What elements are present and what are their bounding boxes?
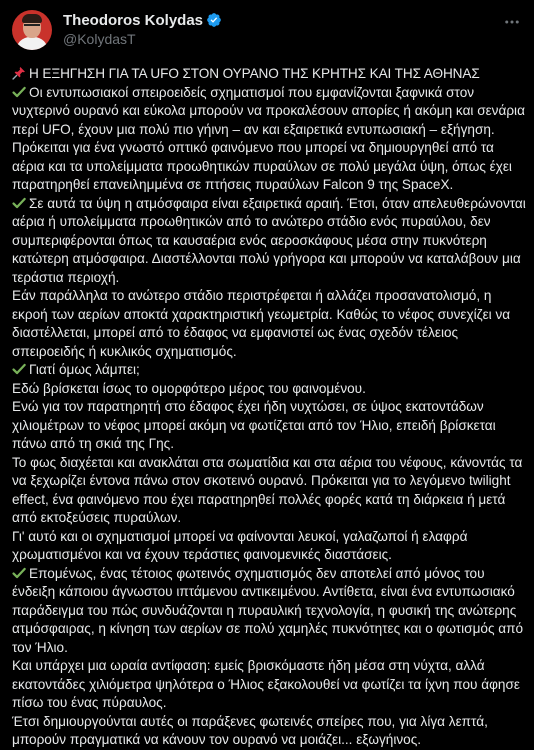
tweet-title-line	[12, 65, 528, 84]
tweet-paragraph: Εάν παράλληλα το ανώτερο στάδιο περιστρέφεται ή αλλάζει προσανατολισμό, η εκροή των αερίων αποκτά χαρακτηριστική γεωμετρία. Καθώς το νέφος συνεχίζει να διαστέλλεται, μπορεί από το έδαφος να εμφανιστεί ως ένας σχεδόν τέλειος σπειροειδής ή κυκλικός σχηματισμός.	[12, 288, 511, 359]
tweet-paragraph: Ενώ για τον παρατηρητή στο έδαφος έχει ήδη νυχτώσει, σε ύψος εκατοντάδων χιλιομέτρων το νέφος μπορεί ακόμη να φωτίζεται από τον Ήλιο, επειδή βρίσκεται πάνω από τη σκιά της Γης.	[12, 399, 496, 451]
author-handle[interactable]: @KolydasT	[63, 31, 136, 47]
tweet-text	[12, 65, 528, 750]
tweet-paragraph: Οι εντυπωσιακοί σπειροειδείς σχηματισμοί που εμφανίζονται ξαφνικά στον νυχτερινό ουρανό και εύκολα μπορούν να προκαλέσουν απορίες ή ακόμη και σενάρια περί UFO, έχουν μια πολύ πιο γήινη – αν και εξαιρετικά εντυπωσιακή – εξήγηση.	[12, 84, 525, 137]
pushpin-icon	[12, 66, 26, 80]
tweet-paragraph: Σε αυτά τα ύψη η ατμόσφαιρα είναι εξαιρετικά αραιή. Έτσι, όταν απελευθερώνονται αέρια ή υπολείμματα προωθητικών από το ανώτερο στάδιο ενός πυραύλου, δεν συμπεριφέρονται όπως τα καυσαέρια ενός αεροσκάφους μέσα στην πυκνότερη κατώτερη ατμόσφαιρα. Διαστέλλονται πολύ γρήγορα και μπορούν να καταλάβουν μια τεράστια περιοχή.	[12, 195, 526, 285]
tweet-paragraph: Εδώ βρίσκεται ίσως το ομορφότερο μέρος του φαινομένου.	[12, 380, 366, 396]
check-mark-icon	[12, 196, 26, 210]
tweet-paragraph: Γιατί όμως λάμπει;	[12, 361, 528, 380]
tweet-header	[12, 10, 524, 60]
tweet-paragraph: Έτσι δημιουργούνται αυτές οι παράξενες φωτεινές σπείρες που, για λίγα λεπτά, μπορούν πραγματικά να κάνουν τον ουρανό να μοιάζει... εξωγήινος.	[12, 713, 488, 747]
more-horizontal-icon	[503, 13, 521, 31]
verified-badge-icon	[206, 12, 222, 28]
check-mark-icon	[12, 85, 26, 99]
avatar[interactable]	[12, 10, 52, 50]
author-block	[63, 11, 500, 47]
check-mark-icon	[12, 362, 26, 376]
tweet-paragraph: Γι' αυτό και οι σχηματισμοί μπορεί να φαίνονται λευκοί, γαλαζωποί ή ελαφρά χρωματισμένοι και να έχουν τεράστιες φαινομενικές διαστάσεις.	[12, 528, 468, 562]
check-mark-icon	[12, 566, 26, 580]
tweet-title: Η ΕΞΗΓΗΣΗ ΓΙΑ ΤΑ UFO ΣΤΟΝ ΟΥΡΑΝΟ ΤΗΣ ΚΡΗΤΗΣ ΚΑΙ ΤΗΣ ΑΘΗΝΑΣ	[29, 66, 480, 81]
author-display-name[interactable]: Theodoros Kolydas	[63, 11, 204, 29]
tweet-paragraph: Επομένως, ένας τέτοιος φωτεινός σχηματισμός δεν αποτελεί από μόνος του ένδειξη κάποιου άγνωστου ιπτάμενου αντικειμένου. Αντίθετα, είναι ένα εντυπωσιακό παράδειγμα του πώς συνδυάζονται η πυραυλική τεχνολογία, η φυσική της ανώτερης ατμόσφαιρας, η κίνηση των αερίων σε πολύ χαμηλές πυκνότητες και ο φωτισμός από τον Ήλιο.	[12, 565, 524, 655]
tweet-paragraph: Το φως διαχέεται και ανακλάται στα σωματίδια και στα αέρια του νέφους, κάνοντάς τα να ξεχωρίζει έντονα πάνω στον σκοτεινό ουρανό. Πρόκειται για το λεγόμενο twilight effect, ένα φαινόμενο που έχει παρατηρηθεί πολλές φορές κατά τη διάρκεια ή μετά από εκτοξεύσεις πυραύλων.	[12, 454, 523, 525]
tweet-paragraph: Πρόκειται για ένα γνωστό οπτικό φαινόμενο που μπορεί να δημιουργηθεί από τα αέρια και τα υπολείμματα προωθητικών πυραύλων σε πολύ μεγάλα ύψη, όπως έχει παρατηρηθεί επανειλημμένα σε πτήσεις πυραύλων Falcon 9 της SpaceX.	[12, 140, 512, 192]
tweet-paragraph: Και υπάρχει μια ωραία αντίφαση: εμείς βρισκόμαστε ήδη μέσα στη νύχτα, αλλά εκατοντάδες χιλιόμετρα ψηλότερα ο Ήλιος εξακολουθεί να φωτίζει τα ίχνη που άφησε πίσω του ένας πύραυλος.	[12, 658, 520, 710]
more-options-button[interactable]	[500, 12, 524, 32]
